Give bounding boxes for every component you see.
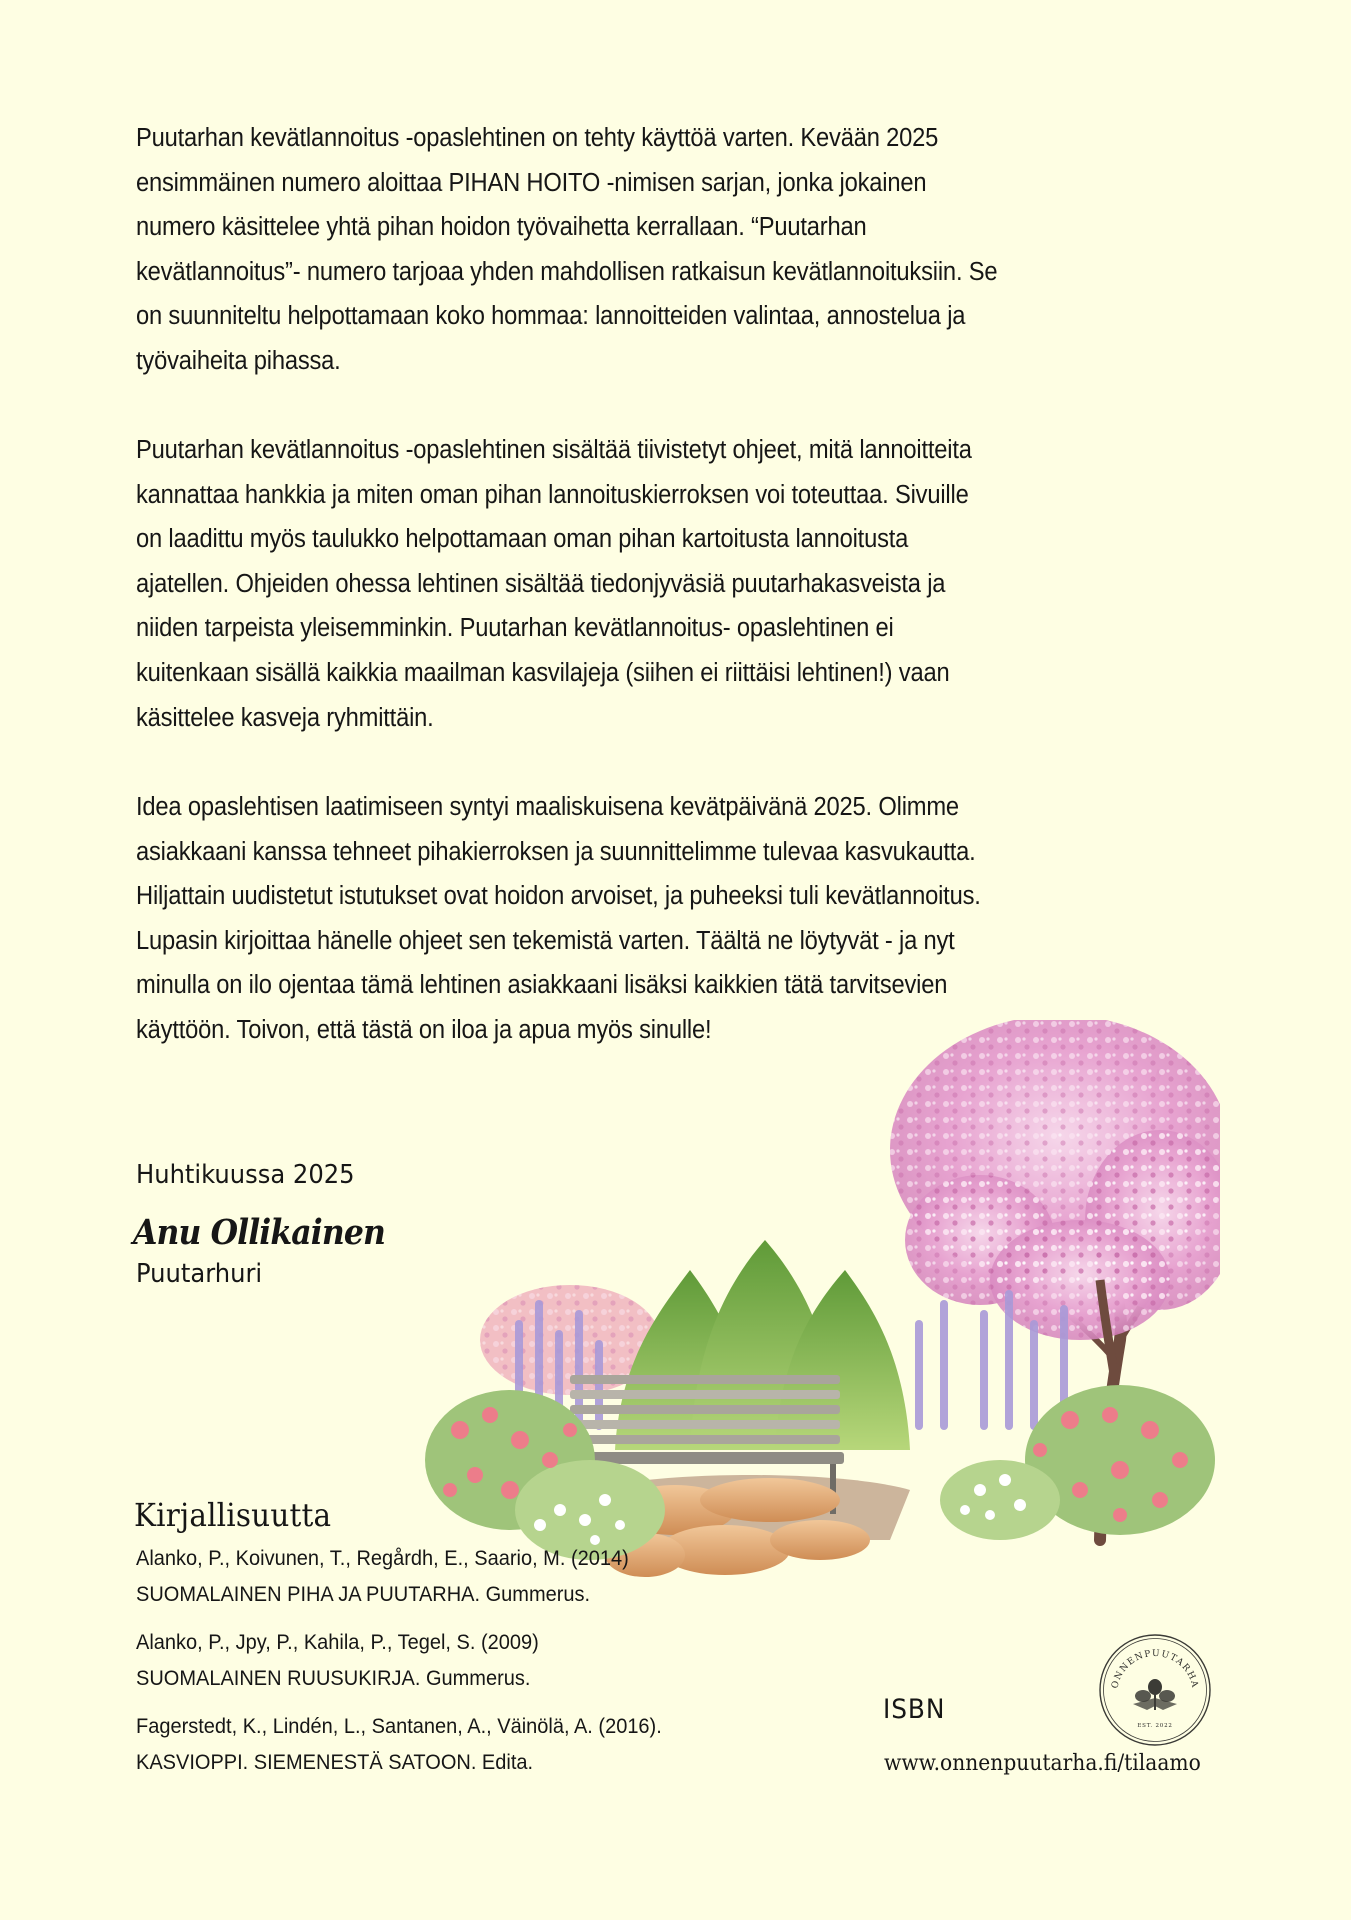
reference-title: SUOMALAINEN PIHA JA PUUTARHA. Gummerus. [136, 1582, 591, 1606]
flower-bouquet-icon [1133, 1679, 1177, 1710]
signature-date: Huhtikuussa 2025 [136, 1160, 355, 1190]
text-line: käsittelee kasveja ryhmittäin. [136, 703, 434, 732]
garden-illustration [420, 1020, 1220, 1580]
text-line: niiden tarpeista yleisemminkin. Puutarhan kevätlannoitus- opaslehtinen ei [136, 614, 894, 643]
text-line: ensimmäinen numero aloittaa PIHAN HOITO -nimisen sarjan, jonka jokainen [136, 168, 927, 197]
isbn-label: ISBN [883, 1694, 946, 1725]
text-line: kannattaa hankkia ja miten oman pihan lannoituskierroksen voi toteuttaa. Sivuille [136, 480, 969, 509]
reference-title: SUOMALAINEN RUUSUKIRJA. Gummerus. [136, 1666, 531, 1690]
text-line: asiakkaani kanssa tehneet pihakierroksen ja suunnittelimme tulevaa kasvukautta. [136, 837, 976, 866]
text-line: ajatellen. Ohjeiden ohessa lehtinen sisältää tiedonjyväsiä puutarhakasveista ja [136, 569, 946, 598]
stamp-brand-text: ONNENPUUTARHA [1110, 1648, 1200, 1690]
reference-authors: Alanko, P., Jpy, P., Kahila, P., Tegel, S. (2009) [136, 1630, 539, 1654]
text-line: on laadittu myös taulukko helpottamaan oman pihan kartoitusta lannoitusta [136, 525, 909, 554]
brand-stamp-logo [1097, 1632, 1213, 1748]
text-line: Puutarhan kevätlannoitus -opaslehtinen on tehty käyttöä varten. Kevään 2025 [136, 124, 939, 152]
reference-item [136, 1624, 539, 1696]
reference-authors: Fagerstedt, K., Lindén, L., Santanen, A., Väinölä, A. (2016). [136, 1714, 662, 1738]
reference-item [136, 1708, 662, 1780]
origin-paragraph [136, 785, 1236, 1053]
text-line: Idea opaslehtisen laatimiseen syntyi maaliskuisena kevätpäivänä 2025. Olimme [136, 793, 959, 821]
text-line: kevätlannoitus”- numero tarjoaa yhden mahdollisen ratkaisun kevätlannoituksiin. Se [136, 257, 998, 286]
stamp-established: EST. 2022 [1137, 1723, 1173, 1729]
signature-role: Puutarhuri [136, 1259, 263, 1289]
reference-authors: Alanko, P., Koivunen, T., Regårdh, E., Saario, M. (2014) [136, 1546, 629, 1570]
text-line: kuitenkaan sisällä kaikkia maailman kasvilajeja (siihen ei riittäisi lehtinen!) vaan [136, 658, 950, 687]
text-line: on suunniteltu helpottamaan koko hommaa: lannoitteiden valintaa, annostelua ja [136, 302, 966, 331]
text-line: minulla on ilo ojentaa tämä lehtinen asiakkaani lisäksi kaikkien tätä tarvitsevien [136, 971, 948, 1000]
literature-heading: Kirjallisuutta [134, 1496, 332, 1534]
text-line: Puutarhan kevätlannoitus -opaslehtinen sisältää tiivistetyt ohjeet, mitä lannoitteita [136, 436, 972, 464]
text-line: Hiljattain uudistetut istutukset ovat hoidon arvoiset, ja puheeksi tuli kevätlannoitus. [136, 882, 981, 911]
signature-name: Anu Ollikainen [133, 1212, 385, 1253]
text-line: käyttöön. Toivon, että tästä on iloa ja apua myös sinulle! [136, 1015, 712, 1044]
reference-title: KASVIOPPI. SIEMENESTÄ SATOON. Edita. [136, 1750, 534, 1774]
website-link[interactable]: www.onnenpuutarha.fi/tilaamo [884, 1750, 1201, 1776]
cypress-trees [615, 1240, 910, 1450]
text-line: Lupasin kirjoittaa hänelle ohjeet sen tekemistä varten. Täältä ne löytyvät - ja nyt [136, 926, 955, 955]
text-line: työvaiheita pihassa. [136, 346, 341, 375]
contents-paragraph [136, 428, 1236, 740]
intro-paragraph [136, 116, 1236, 384]
reference-item [136, 1540, 629, 1612]
text-line: numero käsittelee yhtä pihan hoidon työvaihetta kerrallaan. “Puutarhan [136, 213, 867, 242]
